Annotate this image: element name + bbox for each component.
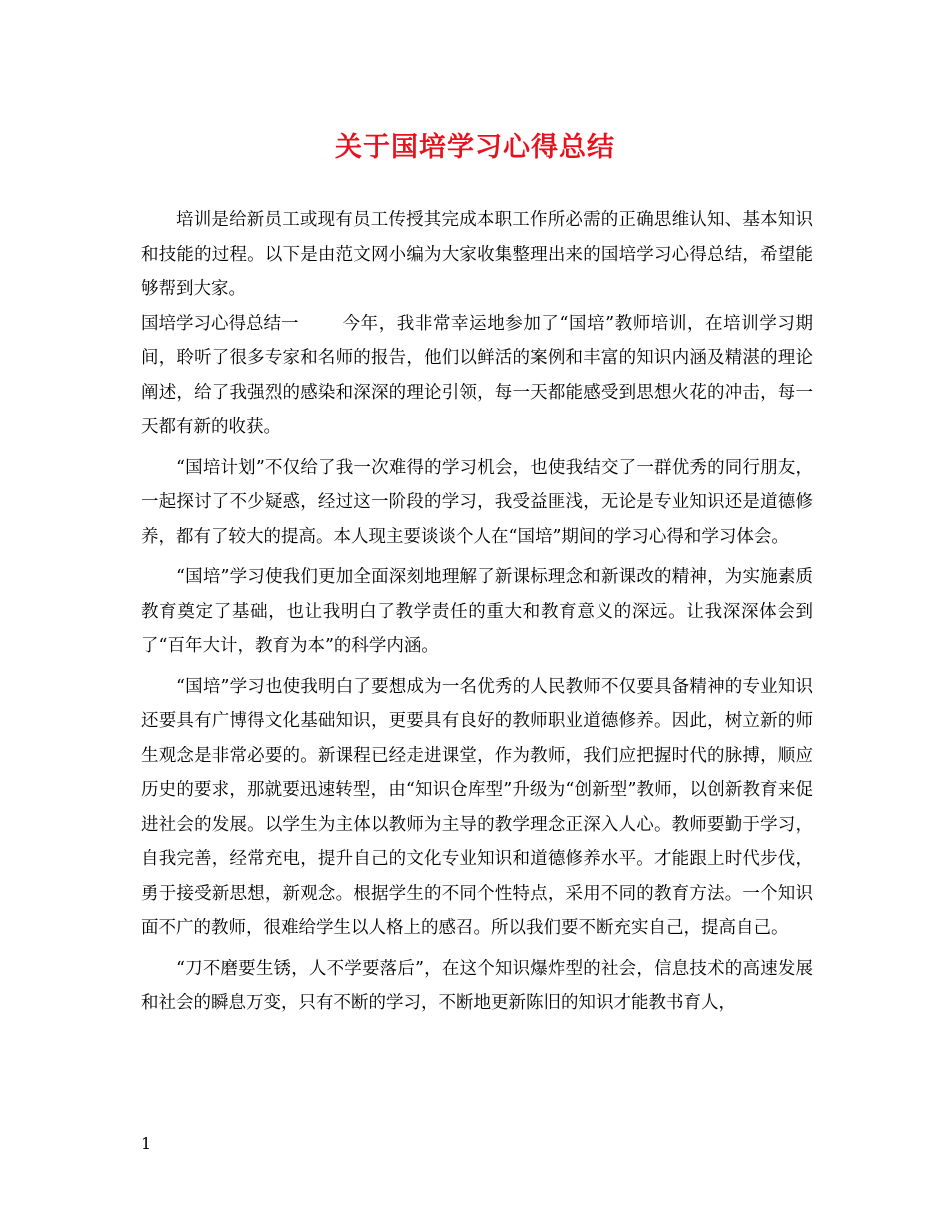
section-heading: 国培学习心得总结一: [141, 313, 299, 334]
document-body: [141, 203, 813, 1021]
paragraph: “国培计划”不仅给了我一次难得的学习机会，也使我结交了一群优秀的同行朋友，一起探讨了不少疑惑，经过这一阶段的学习，我受益匪浅，无论是专业知识还是道德修养，都有了较大的提高。本人现主要谈谈个人在“国培”期间的学习心得和学习体会。: [141, 457, 813, 547]
document-title: 关于国培学习心得总结: [335, 132, 615, 163]
paragraph: “刀不磨要生锈，人不学要落后”，在这个知识爆炸型的社会，信息技术的高速发展和社会的瞬息万变，只有不断的学习，不断地更新陈旧的知识才能教书育人，: [141, 958, 813, 1013]
section-one-paragraph: [141, 307, 813, 445]
page-number: 1: [141, 1134, 152, 1153]
paragraph: “国培”学习使我们更加全面深刻地理解了新课标理念和新课改的精神，为实施素质教育奠定了基础，也让我明白了教学责任的重大和教育意义的深远。让我深深体会到了“百年大计，教育为本”的科学内涵。: [141, 567, 813, 656]
paragraph: “国培”学习也使我明白了要想成为一名优秀的人民教师不仅要具备精神的专业知识还要具有广博得文化基础知识，更要具有良好的教师职业道德修养。因此，树立新的师生观念是非常必要的。新课程已经走进课堂，作为教师，我们应把握时代的脉搏，顺应历史的要求，那就要迅速转型，由“知识仓库型”升级为“创新型”教师，以创新教育来促进社会的发展。以学生为主体以教师为主导的教学理念正深入人心。教师要勤于学习，自我完善，经常充电，提升自己的文化专业知识和道德修养水平。才能跟上时代步伐，勇于接受新思想，新观念。根据学生的不同个性特点，采用不同的教育方法。一个知识面不广的教师，很难给学生以人格上的感召。所以我们要不断充实自己，提高自己。: [141, 676, 813, 938]
paragraph-text: 今年，我非常幸运地参加了“国培”教师培训，在培训学习期间，聆听了很多专家和名师的报告，他们以鲜活的案例和丰富的知识内涵及精湛的理论阐述，给了我强烈的感染和深深的理论引领，每一天都能感受到思想火花的冲击，每一天都有新的收获。: [141, 313, 813, 437]
intro-paragraph: 培训是给新员工或现有员工传授其完成本职工作所必需的正确思维认知、基本知识和技能的过程。以下是由范文网小编为大家收集整理出来的国培学习心得总结，希望能够帮到大家。: [141, 210, 813, 299]
